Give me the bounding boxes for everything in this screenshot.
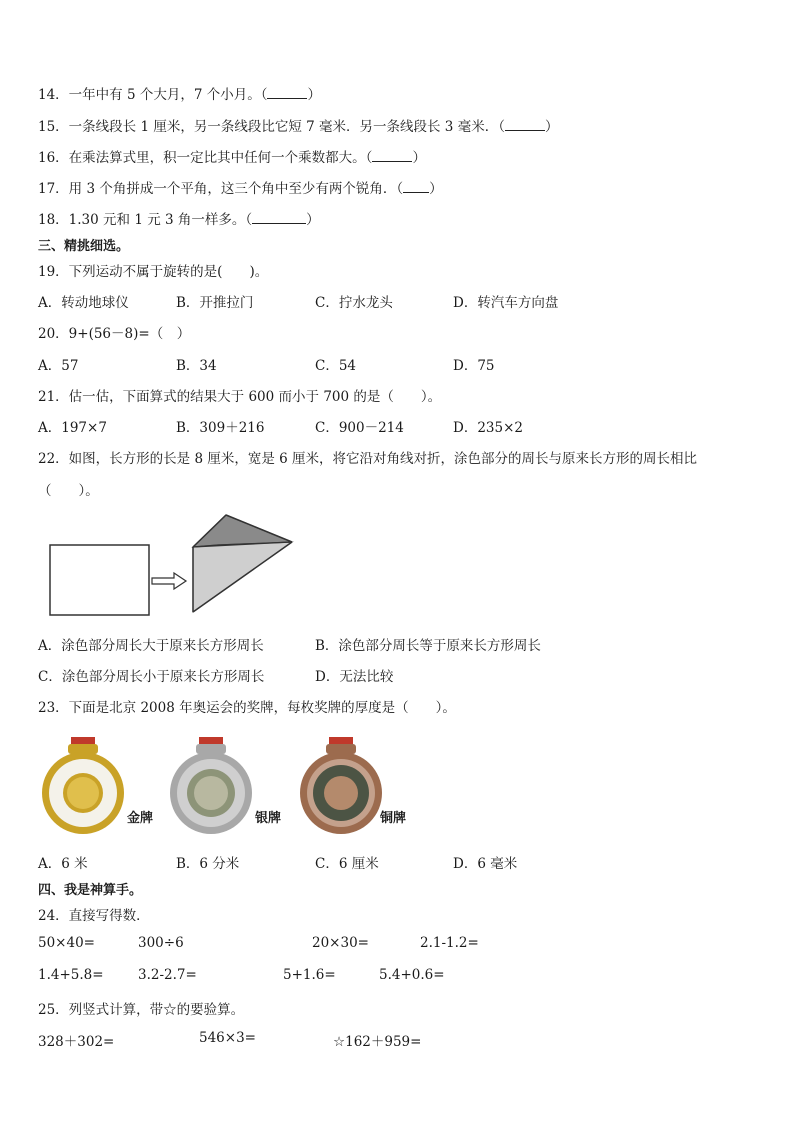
calc-item: 2.1-1.2= [420, 935, 479, 951]
q19-option-c[interactable]: C．拧水龙头 [315, 295, 393, 311]
calc-item: ☆162＋959= [333, 1034, 422, 1050]
answer-blank[interactable] [403, 180, 429, 193]
question-18: 18．1.30 元和 1 元 3 角一样多。（ ） [38, 212, 320, 228]
calc-item: 546×3= [199, 1030, 256, 1046]
calc-item: 5.4+0.6= [379, 967, 445, 983]
gold-medal-label: 金牌 [127, 811, 154, 826]
answer-blank[interactable] [252, 211, 306, 224]
question-text: 18．1.30 元和 1 元 3 角一样多。（ [38, 212, 253, 228]
q22-option-c[interactable]: C．涂色部分周长小于原来长方形周长 [38, 669, 265, 685]
question-text: 17．用 3 个角拼成一个平角，这三个角中至少有两个锐角．（ [38, 181, 404, 197]
q20-option-c[interactable]: C．54 [315, 358, 357, 374]
q22-option-b[interactable]: B．涂色部分周长等于原来长方形周长 [315, 638, 541, 654]
question-23: 23．下面是北京 2008 年奥运会的奖牌，每枚奖牌的厚度是（ ）。 [38, 700, 456, 716]
answer-blank[interactable] [267, 86, 307, 99]
bronze-medal-icon [296, 737, 388, 835]
calc-item: 3.2-2.7= [138, 967, 197, 983]
question-15: 15．一条线段长 1 厘米，另一条线段比它短 7 毫米．另一条线段长 3 毫米．（ ） [38, 119, 559, 135]
question-text: 14．一年中有 5 个大月，7 个小月。（ [38, 87, 268, 103]
calc-item: 328＋302= [38, 1034, 115, 1050]
q21-option-a[interactable]: A．197×7 [38, 420, 107, 436]
silver-medal-icon [166, 737, 258, 835]
question-22-paren: （ ）。 [38, 483, 99, 499]
calc-item: 5+1.6= [283, 967, 336, 983]
question-24: 24．直接写得数． [38, 908, 150, 924]
q20-option-a[interactable]: A．57 [38, 358, 79, 374]
q23-option-c[interactable]: C．6 厘米 [315, 856, 379, 872]
q22-option-d[interactable]: D．无法比较 [315, 669, 394, 685]
arrow-icon [152, 573, 186, 589]
q21-option-c[interactable]: C．900－214 [315, 420, 404, 436]
question-text: 15．一条线段长 1 厘米，另一条线段比它短 7 毫米．另一条线段长 3 毫米．（ [38, 119, 505, 135]
q19-option-b[interactable]: B．开推拉门 [176, 295, 254, 311]
question-20: 20．9+(56－8)=（ ） [38, 326, 191, 342]
q19-option-a[interactable]: A．转动地球仪 [38, 295, 129, 311]
question-text: 16．在乘法算式里，积一定比其中任何一个乘数都大。（ [38, 150, 373, 166]
question-16: 16．在乘法算式里，积一定比其中任何一个乘数都大。（ ） [38, 150, 426, 166]
q20-option-b[interactable]: B．34 [176, 358, 217, 374]
q20-option-d[interactable]: D．75 [453, 358, 495, 374]
question-22: 22．如图，长方形的长是 8 厘米，宽是 6 厘米，将它沿对角线对折，涂色部分的周长与原来长方形的周长相比 [38, 451, 698, 467]
silver-medal-label: 银牌 [255, 811, 282, 826]
answer-blank[interactable] [505, 118, 545, 131]
question-19: 19．下列运动不属于旋转的是( )。 [38, 264, 269, 280]
section-heading-3: 三、精挑细选。 [38, 239, 130, 254]
bronze-medal-label: 铜牌 [380, 811, 407, 826]
answer-blank[interactable] [372, 149, 412, 162]
question-25: 25．列竖式计算，带☆的要验算。 [38, 1002, 245, 1018]
rectangle-shape [50, 545, 149, 615]
folded-shape [193, 515, 292, 612]
q21-option-b[interactable]: B．309＋216 [176, 420, 265, 436]
q19-option-d[interactable]: D．转汽车方向盘 [453, 295, 559, 311]
q22-option-a[interactable]: A．涂色部分周长大于原来长方形周长 [38, 638, 264, 654]
calc-item: 300÷6 [138, 935, 184, 951]
q21-option-d[interactable]: D．235×2 [453, 420, 523, 436]
rectangle-fold-figure [46, 510, 301, 620]
calc-item: 1.4+5.8= [38, 967, 104, 983]
q23-option-d[interactable]: D．6 毫米 [453, 856, 518, 872]
calc-item: 50×40= [38, 935, 95, 951]
question-21: 21．估一估，下面算式的结果大于 600 而小于 700 的是（ ）。 [38, 389, 442, 405]
gold-medal-icon [38, 737, 130, 835]
question-17: 17．用 3 个角拼成一个平角，这三个角中至少有两个锐角．（ ） [38, 181, 443, 197]
section-heading-4: 四、我是神算手。 [38, 883, 143, 898]
q23-option-b[interactable]: B．6 分米 [176, 856, 240, 872]
calc-item: 20×30= [312, 935, 369, 951]
question-14: 14．一年中有 5 个大月，7 个小月。（ ） [38, 87, 321, 103]
q23-option-a[interactable]: A．6 米 [38, 856, 88, 872]
